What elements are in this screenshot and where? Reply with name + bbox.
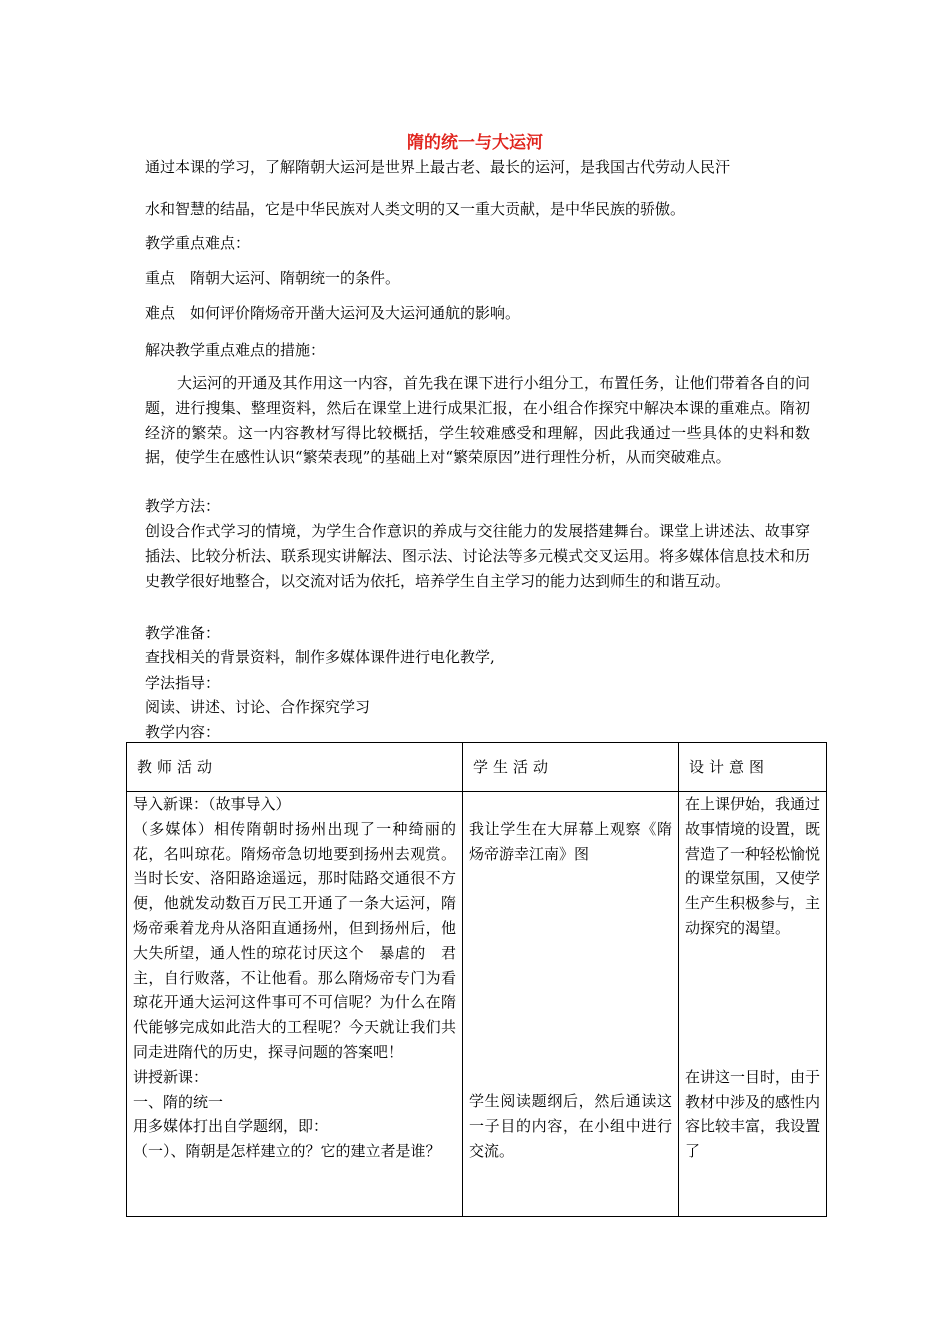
page-title: 隋的统一与大运河 <box>407 133 543 153</box>
teacher-section-title: 一、隋的统一 <box>133 1092 224 1111</box>
intro-line-2: 水和智慧的结晶，它是中华民族对人类文明的又一重大贡献，是中华民族的骄傲。 <box>145 200 686 218</box>
teacher-new-lesson-label: 讲授新课： <box>133 1067 209 1086</box>
key-points-heading: 教学重点难点： <box>145 234 251 252</box>
lesson-table <box>126 742 827 1217</box>
header-teacher-activity: 教师活动 <box>127 743 463 792</box>
student-activity-1: 我让学生在大屏幕上观察《隋炀帝游幸江南》图 <box>469 819 672 863</box>
guide-text: 阅读、讲述、讨论、合作探究学习 <box>145 698 371 716</box>
table-row <box>127 792 827 1217</box>
method-heading: 教学方法： <box>145 497 221 515</box>
design-intent-1: 在上课伊始，我通过故事情境的设置，既营造了一种轻松愉悦的课堂氛围，又使学生产生积极参与，主动探究的渴望。 <box>685 795 821 937</box>
key-point: 重点 隋朝大运河、隋朝统一的条件。 <box>145 269 401 287</box>
content-heading: 教学内容： <box>145 723 221 741</box>
guide-heading: 学法指导： <box>145 674 221 692</box>
measures-paragraph: 大运河的开通及其作用这一内容，首先我在课下进行小组分工，布置任务，让他们带着各自的问题，进行搜集、整理资料，然后在课堂上进行成果汇报，在小组合作探究中解决本课的重难点。隋初经济的繁荣。这一内容教材写得比较概括，学生较难感受和理解，因此我通过一些具体的史料和数据，使学生在感性认识“繁荣表现”的基础上对“繁荣原因”进行理性分析，从而突破难点。 <box>145 374 810 467</box>
prep-text: 查找相关的背景资料，制作多媒体课件进行电化教学, <box>145 648 495 666</box>
prep-heading: 教学准备： <box>145 624 221 642</box>
student-activity-cell <box>463 792 679 1217</box>
intro-line-1: 通过本课的学习，了解隋朝大运河是世界上最古老、最长的运河，是我国古代劳动人民汗 <box>145 158 731 176</box>
design-intent-cell <box>679 792 827 1217</box>
teacher-outline-intro: 用多媒体打出自学题纲，即： <box>133 1117 329 1136</box>
design-intent-2: 在讲这一目时，由于教材中涉及的感性内容比较丰富，我设置了 <box>685 1067 821 1161</box>
student-activity-2: 学生阅读题纲后，然后通读这一子目的内容，在小组中进行交流。 <box>469 1092 672 1160</box>
method-paragraph: 创设合作式学习的情境，为学生合作意识的养成与交往能力的发展搭建舞台。课堂上讲述法、故事穿插法、比较分析法、联系现实讲解法、图示法、讨论法等多元模式交叉运用。将多媒体信息技术和历史教学很好地整合，以交流对话为依托，培养学生自主学习的能力达到师生的和谐互动。 <box>145 522 810 590</box>
teacher-activity-cell <box>127 792 463 1217</box>
measures-heading: 解决教学重点难点的措施： <box>145 341 326 359</box>
table-header-row <box>127 743 827 792</box>
header-design-intent: 设计意图 <box>679 743 827 792</box>
teacher-question-1: （一）、隋朝是怎样建立的？它的建立者是谁？ <box>133 1142 441 1161</box>
header-student-activity: 学生活动 <box>463 743 679 792</box>
difficult-point: 难点 如何评价隋炀帝开凿大运河及大运河通航的影响。 <box>145 304 521 322</box>
teacher-intro-label: 导入新课：（故事导入） <box>133 795 291 813</box>
teacher-story-text: （多媒体）相传隋朝时扬州出现了一种绮丽的花，名叫琼花。隋炀帝急切地要到扬州去观赏。当时长安、洛阳路途遥远，那时陆路交通很不方便，他就发动数百万民工开通了一条大运河，隋炀帝乘着龙舟从洛阳直通扬州，但到扬州后，他大失所望，通人性的琼花讨厌这个 暴虐的 君主，自行败落，不让他看。那么隋炀帝专门为看琼花开通大运河这件事可不可信呢？为什么在隋代能够完成如此浩大的工程呢？今天就让我们共同走进隋代的历史，探寻问题的答案吧！ <box>133 819 456 1061</box>
